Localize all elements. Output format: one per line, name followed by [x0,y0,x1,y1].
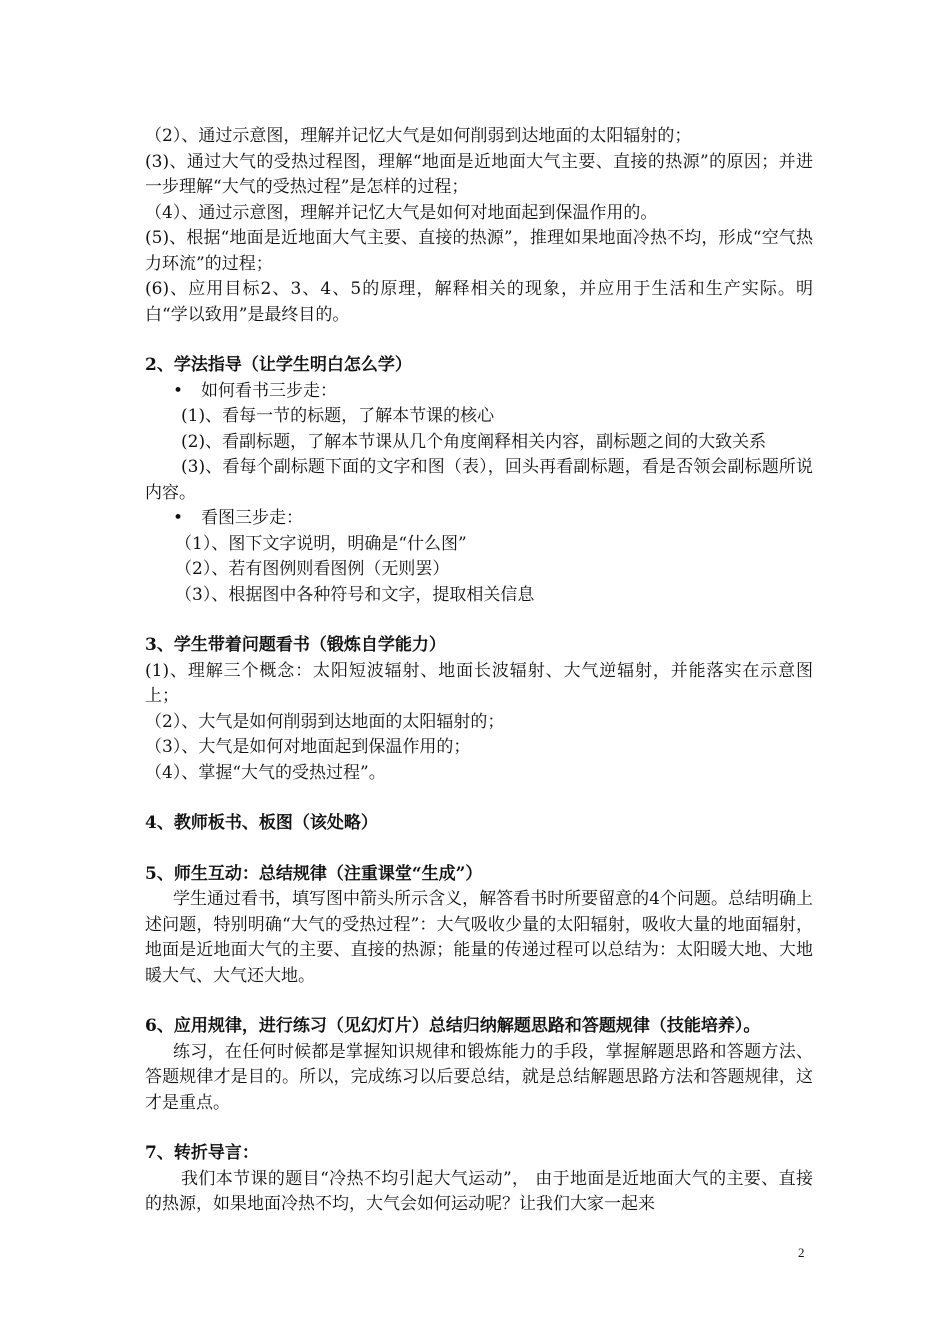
figure-step-2: （2）、若有图例则看图例（无则罢） [175,559,450,579]
section-5-heading: 5、师生互动：总结规律（注重课堂“生成”） [145,863,483,884]
bullet-label: 看图三步走： [201,508,303,528]
section-3-item-1: (1)、理解三个概念：太阳短波辐射、地面长波辐射、大气逆辐射，并能落实在示意图上； [145,660,813,706]
reading-step-3: (3)、看每个副标题下面的文字和图（表），回头再看副标题，看是否领会副标题所说内容。 [145,457,813,503]
section-5-body: 学生通过看书，填写图中箭头所示含义，解答看书时所要留意的4个问题。总结明确上述问题，特别明确“大气的受热过程”：大气吸收少量的太阳辐射，吸收大量的地面辐射，地面是近地面大气的主要、直接的热源；能量的传递过程可以总结为：太阳暖大地、大地暖大气、大气还大地。 [145,889,813,986]
bullet-icon: • [173,508,184,528]
objective-2: （2）、通过示意图，理解并记忆大气是如何削弱到达地面的太阳辐射的； [145,126,692,146]
figure-step-1: （1）、图下文字说明，明确是“什么图” [175,533,467,554]
section-4-heading: 4、教师板书、板图（该处略） [145,813,378,833]
objective-5: (5)、根据“地面是近地面大气主要、直接的热源”，推理如果地面冷热不均，形成“空气热力环流”的过程； [145,228,813,274]
bullet-label: 如何看书三步走： [201,380,337,401]
section-3-item-4: （4）、掌握“大气的受热过程”。 [145,762,386,783]
section-6-heading: 6、应用规律，进行练习（见幻灯片）总结归纳解题思路和答题规律（技能培养）。 [145,1016,761,1036]
reading-step-1: (1)、看每一节的标题，了解本节课的核心 [181,406,495,426]
section-7-heading: 7、转折导言： [145,1143,259,1163]
page-content [145,124,813,1218]
page-number: 2 [798,1245,805,1260]
section-7-body: 我们本节课的题目“冷热不均引起大气运动”， 由于地面是近地面大气的主要、直接的热源，如果地面冷热不均，大气会如何运动呢？让我们大家一起来 [145,1168,813,1214]
bullet-reading-steps [145,379,813,405]
section-3-item-2: （2）、大气是如何削弱到达地面的太阳辐射的； [145,711,505,732]
objective-6: (6)、应用目标2、3、4、5的原理，解释相关的现象，并应用于生活和生产实际。明白“学以致用”是最终目的。 [145,279,813,325]
bullet-figure-steps [145,506,813,532]
section-3-item-3: （3）、大气是如何对地面起到保温作用的； [145,737,471,757]
figure-step-3: （3）、根据图中各种符号和文字，提取相关信息 [175,584,535,605]
bullet-icon: • [173,380,184,401]
section-3-heading: 3、学生带着问题看书（锻炼自学能力） [145,635,446,655]
objective-4: （4）、通过示意图，理解并记忆大气是如何对地面起到保温作用的。 [145,202,658,223]
section-6-body: 练习，在任何时候都是掌握知识规律和锻炼能力的手段，掌握解题思路和答题方法、答题规律才是目的。所以，完成练习以后要总结，就是总结解题思路方法和答题规律，这才是重点。 [145,1041,813,1113]
section-2-heading: 2、学法指导（让学生明白怎么学） [145,355,412,375]
objective-3: (3)、通过大气的受热过程图，理解“地面是近地面大气主要、直接的热源”的原因；并进一步理解“大气的受热过程”是怎样的过程； [145,151,813,197]
reading-step-2: (2)、看副标题，了解本节课从几个角度阐释相关内容，副标题之间的大致关系 [181,431,767,452]
